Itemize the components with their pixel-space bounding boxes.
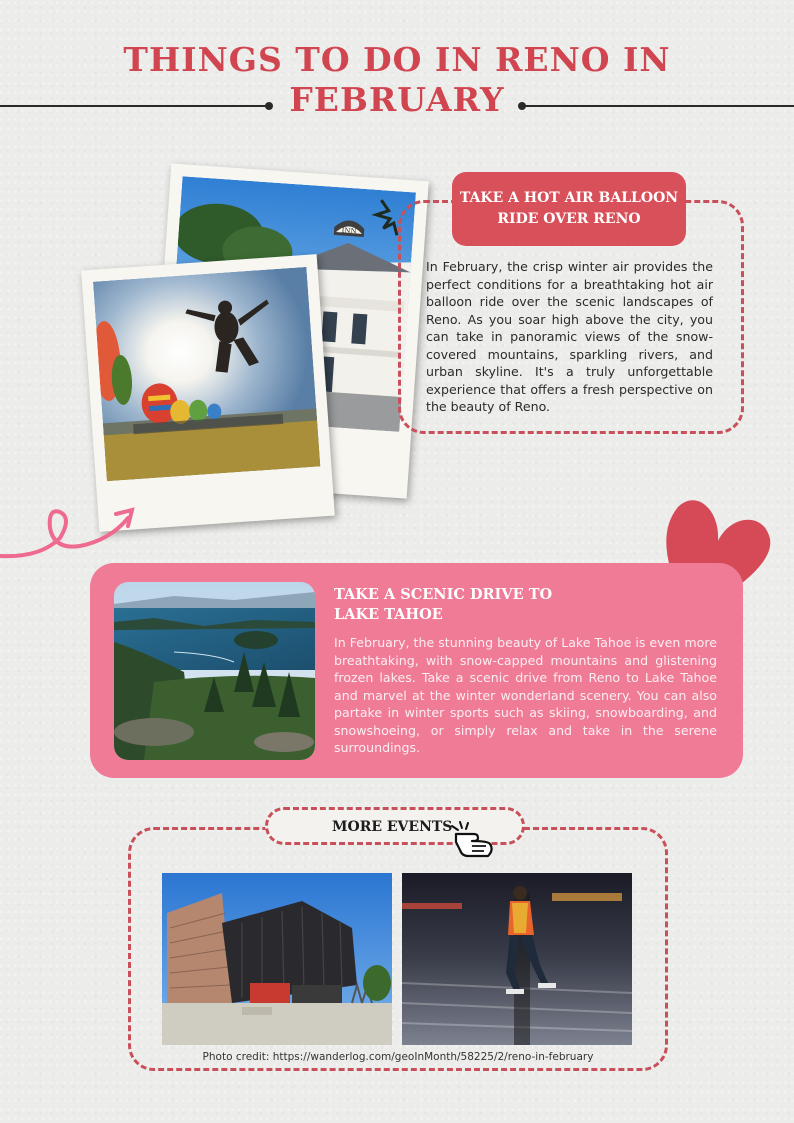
balloon-heading: TAKE A HOT AIR BALLOON RIDE OVER RENO <box>459 190 679 227</box>
title-line-1: THINGS TO DO IN RENO IN <box>123 40 671 79</box>
title-rule-left <box>0 105 268 107</box>
page-title <box>0 40 794 120</box>
balloon-description: In February, the crisp winter air provides the perfect conditions for a breathtaking hot air balloon ride over the scenic landscapes of Reno. As you soar high above the city, you can take in panoramic views of the snow-covered mountains, sparkling rivers, and urban skyline. It's a truly unforgettable experience that offers a fresh perspective on the beauty of Reno. <box>426 259 713 414</box>
photo-ice-skater <box>402 873 632 1045</box>
photo-lake-tahoe <box>114 582 315 760</box>
title-line-2: FEBRUARY <box>289 80 505 119</box>
tahoe-heading-line-2: LAKE TAHOE <box>334 606 443 623</box>
photo-museum <box>162 873 392 1045</box>
more-events-label: MORE EVENTS <box>332 819 453 835</box>
tahoe-heading <box>334 585 552 625</box>
squiggle-arrow-icon <box>0 498 150 568</box>
photo-balloons <box>93 267 320 481</box>
title-rule-left-dot <box>265 102 273 110</box>
museum-illustration <box>162 873 392 1045</box>
balloon-illustration <box>93 267 320 481</box>
inn-sign-text: INN <box>341 226 357 236</box>
balloon-heading-badge <box>452 172 686 246</box>
pointing-hand-icon <box>450 820 498 860</box>
polaroid-balloons <box>81 254 335 532</box>
photo-credit: Photo credit: https://wanderlog.com/geoInMonth/58225/2/reno-in-february <box>202 1051 594 1063</box>
skater-illustration <box>402 873 632 1045</box>
title-rule-right <box>522 105 794 107</box>
tahoe-description: In February, the stunning beauty of Lake Tahoe is even more breathtaking, with snow-capped mountains and glistening frozen lakes. Take a scenic drive from Reno to Lake Tahoe and marvel at the winter wonderland scenery. You can also partake in winter sports such as skiing, snowboarding, and snowshoeing, or simply relax and take in the serene surroundings. <box>334 635 717 755</box>
tahoe-heading-line-1: TAKE A SCENIC DRIVE TO <box>334 586 553 603</box>
lake-illustration <box>114 582 315 760</box>
